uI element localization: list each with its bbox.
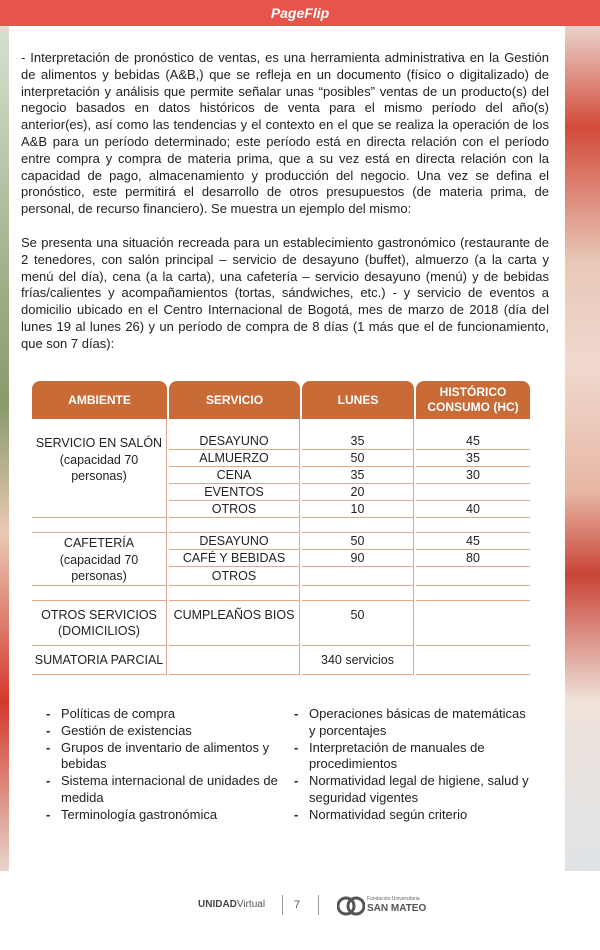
page-number: 7	[294, 899, 301, 911]
cell-servicio: CUMPLEAÑOS BIOS	[169, 601, 300, 646]
topics-list-left	[46, 706, 294, 824]
header-historico: HISTÓRICO CONSUMO (HC)	[416, 381, 530, 419]
cell-hc: 45	[416, 433, 530, 450]
logo-subtitle: Fundación Universitaria	[367, 896, 420, 902]
header-lunes: LUNES	[302, 381, 414, 419]
table-row	[32, 433, 530, 450]
cell-lunes: 20	[302, 484, 414, 501]
cell-lunes: 35	[302, 433, 414, 450]
unidad-virtual-logo: UNIDADVirtual	[198, 899, 266, 910]
cell-hc	[416, 601, 530, 646]
topics-lists	[46, 706, 546, 824]
list-item: - Grupos de inventario de alimentos y bebidas	[46, 740, 294, 774]
cell-servicio: OTROS	[169, 567, 300, 586]
background-photo-right	[565, 26, 600, 871]
cell-lunes: 50	[302, 450, 414, 467]
cell-hc: 30	[416, 467, 530, 484]
cell-lunes: 50	[302, 601, 414, 646]
san-mateo-logo-icon	[337, 895, 365, 922]
list-item: - Interpretación de manuales de procedimientos	[294, 740, 534, 774]
ambiente-otros: OTROS SERVICIOS (DOMICILIOS)	[32, 601, 167, 646]
app-title: PageFlip	[270, 5, 330, 21]
list-item: - Gestión de existencias	[46, 723, 294, 740]
list-item: - Normatividad según criterio	[294, 807, 534, 824]
sumatoria-label: SUMATORIA PARCIAL	[32, 646, 167, 675]
cell-servicio: CAFÉ Y BEBIDAS	[169, 550, 300, 567]
cell-hc	[416, 567, 530, 586]
header-ambiente: AMBIENTE	[32, 381, 167, 419]
cell-lunes	[302, 567, 414, 586]
footer-divider	[318, 895, 319, 915]
list-item: - Normatividad legal de higiene, salud y seguridad vigentes	[294, 773, 534, 807]
cell-servicio: OTROS	[169, 501, 300, 518]
background-photo-left	[0, 26, 9, 871]
cell-hc: 35	[416, 450, 530, 467]
cell-hc: 40	[416, 501, 530, 518]
ambiente-cafeteria: CAFETERÍA (capacidad 70 personas)	[32, 533, 167, 586]
logo-name: SAN MATEO	[367, 903, 427, 914]
cell-servicio: EVENTOS	[169, 484, 300, 501]
table-row	[32, 533, 530, 550]
sumatoria-value: 340 servicios	[302, 646, 414, 675]
cell-servicio: DESAYUNO	[169, 433, 300, 450]
cell-hc: 80	[416, 550, 530, 567]
forecast-table	[30, 381, 532, 675]
table-row	[32, 646, 530, 675]
list-item: - Terminología gastronómica	[46, 807, 294, 824]
footer-divider	[282, 895, 283, 915]
top-bar	[0, 0, 600, 26]
cell-lunes: 90	[302, 550, 414, 567]
cell-lunes: 10	[302, 501, 414, 518]
paragraph-situacion: Se presenta una situación recreada para un establecimiento gastronómico (restaurante de 2 tenedores, con salón principal – servicio de desayuno (buffet), almuerzo (a la carta y menú del día), cena (a la carta), una cafetería – servicio desayuno (menú) y de bebidas frías/calientes y acompañamientos (tortas, sándwiches, etc.) - y servicio de eventos a domicilio ubicado en el Centro Internacional de Bogotá, mes de marzo de 2018 (día del lunes 19 al lunes 26) y un período de compra de 8 días (1 más que el de funcionamiento, que son 7 días):	[21, 235, 549, 351]
topics-list-right	[294, 706, 534, 824]
header-servicio: SERVICIO	[169, 381, 300, 419]
cell-hc: 45	[416, 533, 530, 550]
table-row	[32, 601, 530, 646]
cell-servicio: DESAYUNO	[169, 533, 300, 550]
list-item: - Políticas de compra	[46, 706, 294, 723]
cell-lunes: 50	[302, 533, 414, 550]
cell-servicio: CENA	[169, 467, 300, 484]
paragraph-pronostico: - Interpretación de pronóstico de ventas, es una herramienta administrativa en la Gestión de alimentos y bebidas (A&B,) que se refleja en un documento (físico o digitalizado) de interpretación y análisis que permite señalar unas “posibles” ventas de un producto(s) del negocio basados en datos históricos de venta para el mismo período del año(s) anterior(es), así como las tendencias y el contexto en el que se realiza la operación de los A&B para un período determinado; este período está en directa relación con el período entre compra y compra de materia prima, que a su vez está en directa relación con la capacidad de pago, almacenamiento y producción del negocio. Una vez se defina el pronóstico, este permitirá el desarrollo de otros presupuestos (de materia prima, de personal, de recurso financiero). Se muestra un ejemplo del mismo:	[21, 50, 549, 217]
table-header-row	[32, 381, 530, 419]
ambiente-salon: SERVICIO EN SALÓN (capacidad 70 personas)	[32, 433, 167, 518]
list-item: - Sistema internacional de unidades de medida	[46, 773, 294, 807]
list-item: - Operaciones básicas de matemáticas y porcentajes	[294, 706, 534, 740]
cell-hc	[416, 484, 530, 501]
cell-servicio: ALMUERZO	[169, 450, 300, 467]
cell-lunes: 35	[302, 467, 414, 484]
